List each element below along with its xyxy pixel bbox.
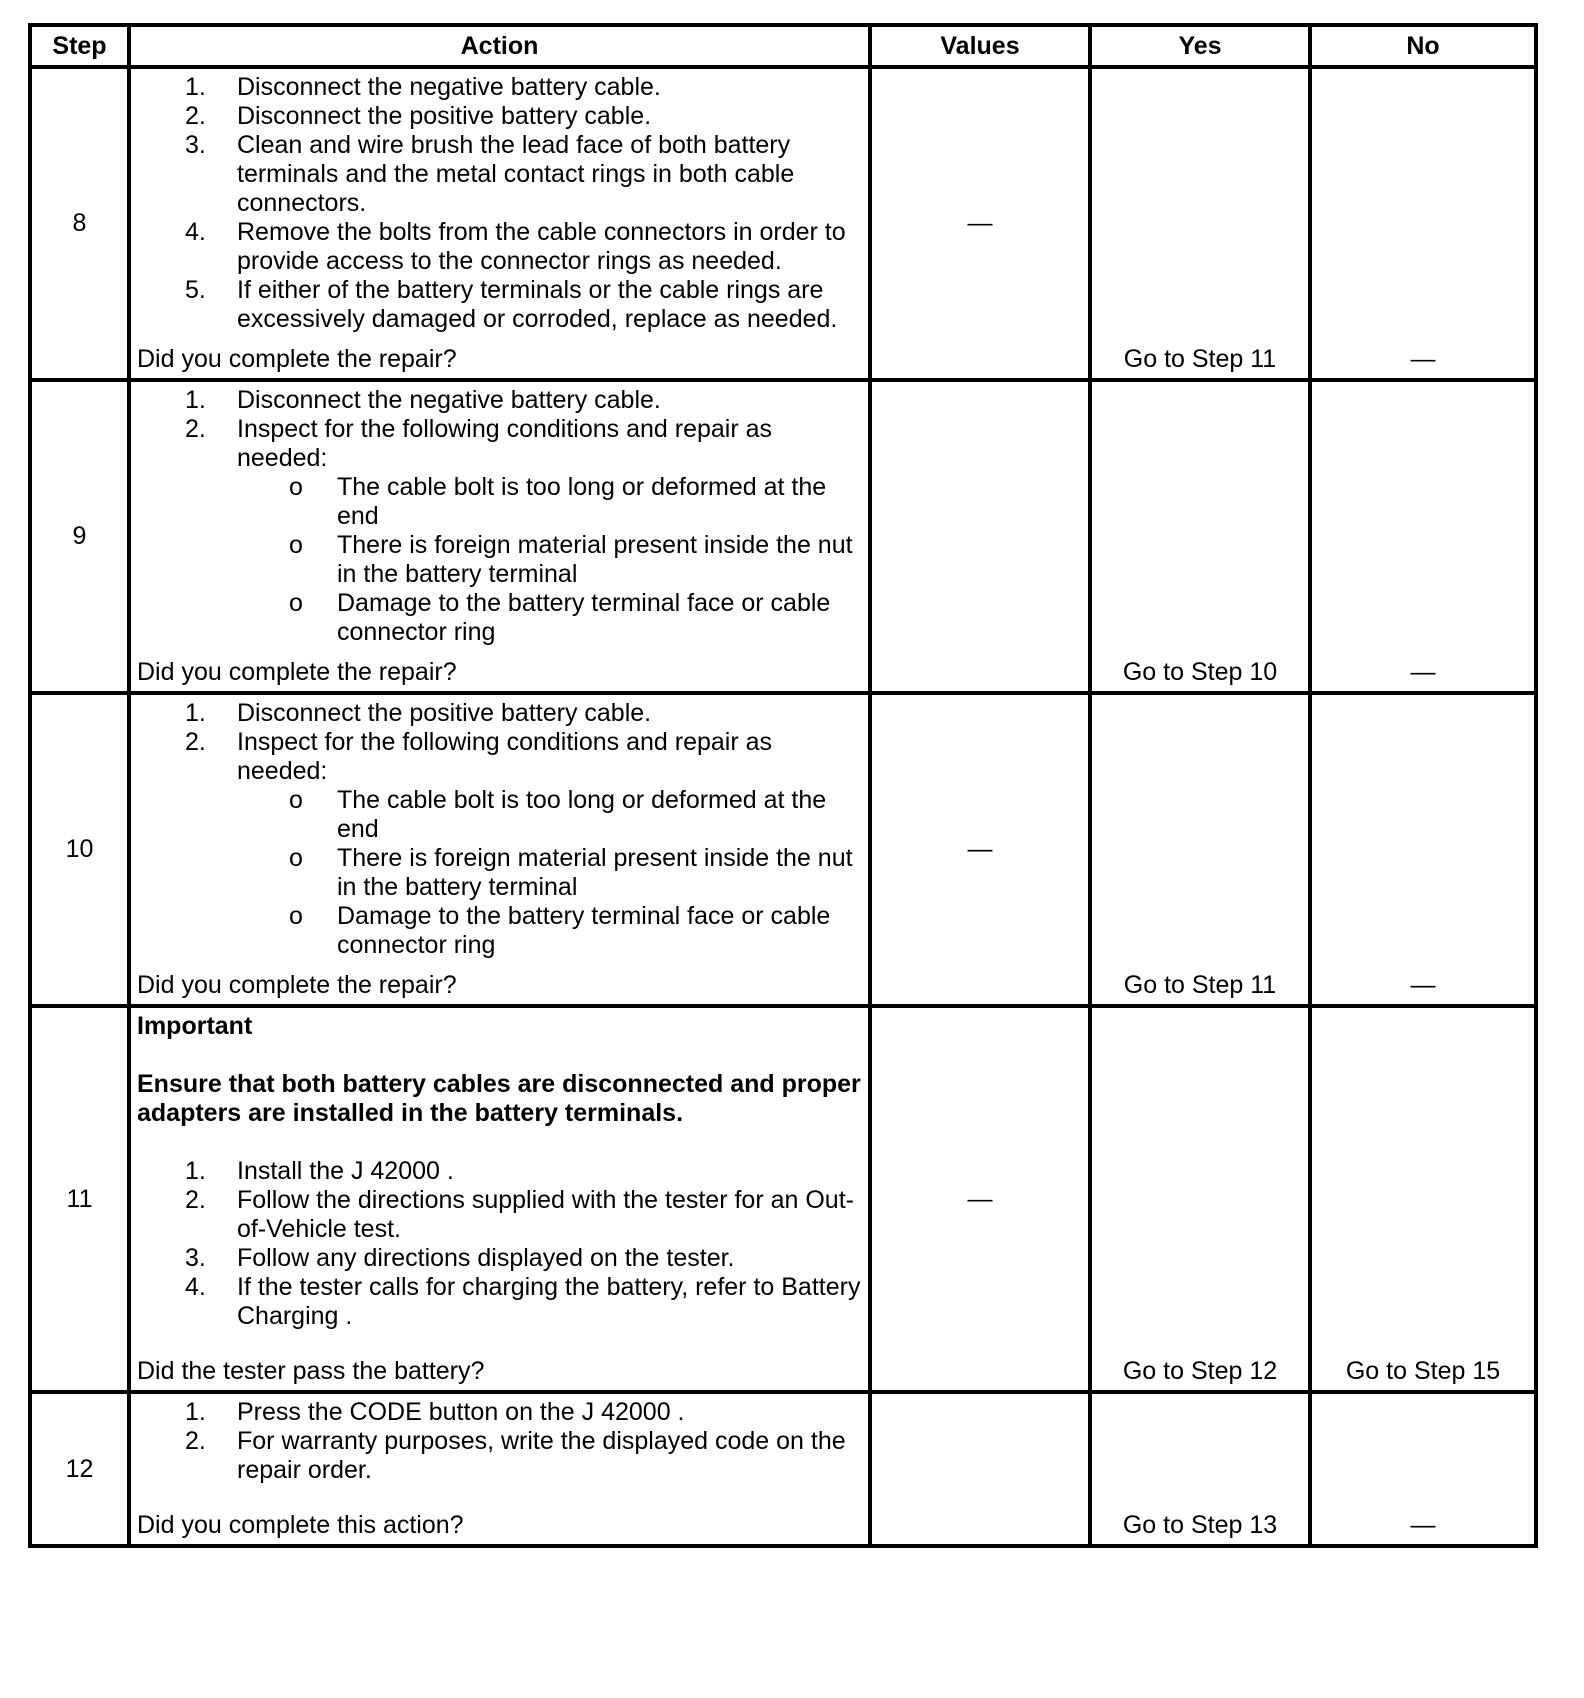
header-values: Values: [870, 25, 1090, 67]
step-number: 9: [30, 380, 129, 693]
values-cell: —: [870, 1006, 1090, 1392]
header-action: Action: [129, 25, 870, 67]
list-item: 3. Clean and wire brush the lead face of both battery terminals and the metal contact rings in both cable connectors.: [185, 131, 795, 217]
table-row: [30, 1392, 1536, 1546]
list-item: 5. If either of the battery terminals or the cable rings are excessively damaged or corroded, replace as needed.: [185, 276, 838, 333]
no-cell: [1310, 1392, 1536, 1546]
diagnostic-table: [28, 23, 1538, 1548]
sub-list-item: o Damage to the battery terminal face or cable connector ring: [289, 902, 831, 959]
action-cell: [129, 380, 870, 693]
values-cell: [870, 380, 1090, 693]
no-value: —: [1410, 658, 1436, 686]
question: Did you complete the repair?: [137, 971, 457, 999]
yes-cell: [1090, 693, 1310, 1006]
sub-list-item: o The cable bolt is too long or deformed at the end: [289, 473, 827, 530]
no-value: —: [1410, 1511, 1436, 1539]
yes-link[interactable]: Go to Step 11: [1123, 971, 1277, 999]
no-cell: [1310, 1006, 1536, 1392]
step-number: 11: [30, 1006, 129, 1392]
table-row: [30, 1006, 1536, 1392]
question: Did you complete the repair?: [137, 658, 457, 686]
yes-cell: [1090, 1392, 1310, 1546]
list-item: 2. Inspect for the following conditions and repair as needed: o The cable bolt is too long or deformed at the end o There is foreign material present inside the nut in the battery terminal o Damage to the battery terminal face or cable connector ring: [137, 415, 862, 647]
action-cell: [129, 67, 870, 380]
question: Did you complete this action?: [137, 1511, 464, 1539]
yes-cell: [1090, 67, 1310, 380]
action-cell: [129, 693, 870, 1006]
step-number: 12: [30, 1392, 129, 1546]
question: Did the tester pass the battery?: [137, 1357, 485, 1385]
no-value: —: [1410, 971, 1436, 999]
yes-cell: [1090, 1006, 1310, 1392]
question: Did you complete the repair?: [137, 345, 457, 373]
condition-list: [237, 786, 862, 960]
important-note: Ensure that both battery cables are disconnected and proper adapters are installed in the battery terminals.: [137, 1070, 861, 1127]
table-row: [30, 380, 1536, 693]
yes-link[interactable]: Go to Step 12: [1122, 1357, 1278, 1385]
header-row: [30, 25, 1536, 67]
header-yes: Yes: [1090, 25, 1310, 67]
action-steps: [137, 699, 862, 960]
action-cell: [129, 1392, 870, 1546]
values-cell: —: [870, 67, 1090, 380]
sub-list-item: o Damage to the battery terminal face or cable connector ring: [289, 589, 831, 646]
list-item: 2. Disconnect the positive battery cable.: [185, 102, 652, 130]
no-cell: [1310, 693, 1536, 1006]
yes-cell: [1090, 380, 1310, 693]
list-item: 1. Press the CODE button on the J 42000 .: [185, 1398, 685, 1426]
action-steps: [137, 1157, 862, 1331]
no-cell: [1310, 380, 1536, 693]
list-item: 2. For warranty purposes, write the displayed code on the repair order.: [185, 1427, 846, 1484]
table-row: [30, 67, 1536, 380]
yes-link[interactable]: Go to Step 10: [1122, 658, 1278, 686]
important-title: Important: [137, 1012, 253, 1040]
list-item: 2. Inspect for the following conditions and repair as needed: o The cable bolt is too long or deformed at the end o There is foreign material present inside the nut in the battery terminal o Damage to the battery terminal face or cable connector ring: [137, 728, 862, 960]
list-item: 4. Remove the bolts from the cable connectors in order to provide access to the connector rings as needed.: [185, 218, 846, 275]
no-cell: [1310, 67, 1536, 380]
list-item: 1. Disconnect the positive battery cable.: [185, 699, 652, 727]
list-item: 1. Install the J 42000 .: [185, 1157, 454, 1185]
list-item: 4. If the tester calls for charging the battery, refer to Battery Charging .: [185, 1273, 861, 1330]
no-link[interactable]: Go to Step 15: [1345, 1357, 1501, 1385]
list-item: 1. Disconnect the negative battery cable.: [185, 73, 661, 101]
header-no: No: [1310, 25, 1536, 67]
table-row: [30, 693, 1536, 1006]
values-cell: —: [870, 693, 1090, 1006]
condition-list: [237, 473, 862, 647]
yes-link[interactable]: Go to Step 13: [1122, 1511, 1278, 1539]
sub-list-item: o There is foreign material present inside the nut in the battery terminal: [289, 531, 853, 588]
yes-link[interactable]: Go to Step 11: [1123, 345, 1277, 373]
no-value: —: [1410, 345, 1436, 373]
step-number: 10: [30, 693, 129, 1006]
action-cell: [129, 1006, 870, 1392]
values-cell: [870, 1392, 1090, 1546]
list-item: 3. Follow any directions displayed on the tester.: [185, 1244, 735, 1272]
action-steps: [137, 386, 862, 647]
header-step: Step: [30, 25, 129, 67]
list-item: 2. Follow the directions supplied with the tester for an Out-of-Vehicle test.: [185, 1186, 854, 1243]
action-steps: [137, 73, 862, 334]
list-item: 1. Disconnect the negative battery cable.: [185, 386, 661, 414]
sub-list-item: o There is foreign material present inside the nut in the battery terminal: [289, 844, 853, 901]
sub-list-item: o The cable bolt is too long or deformed at the end: [289, 786, 827, 843]
action-steps: [137, 1398, 862, 1485]
step-number: 8: [30, 67, 129, 380]
